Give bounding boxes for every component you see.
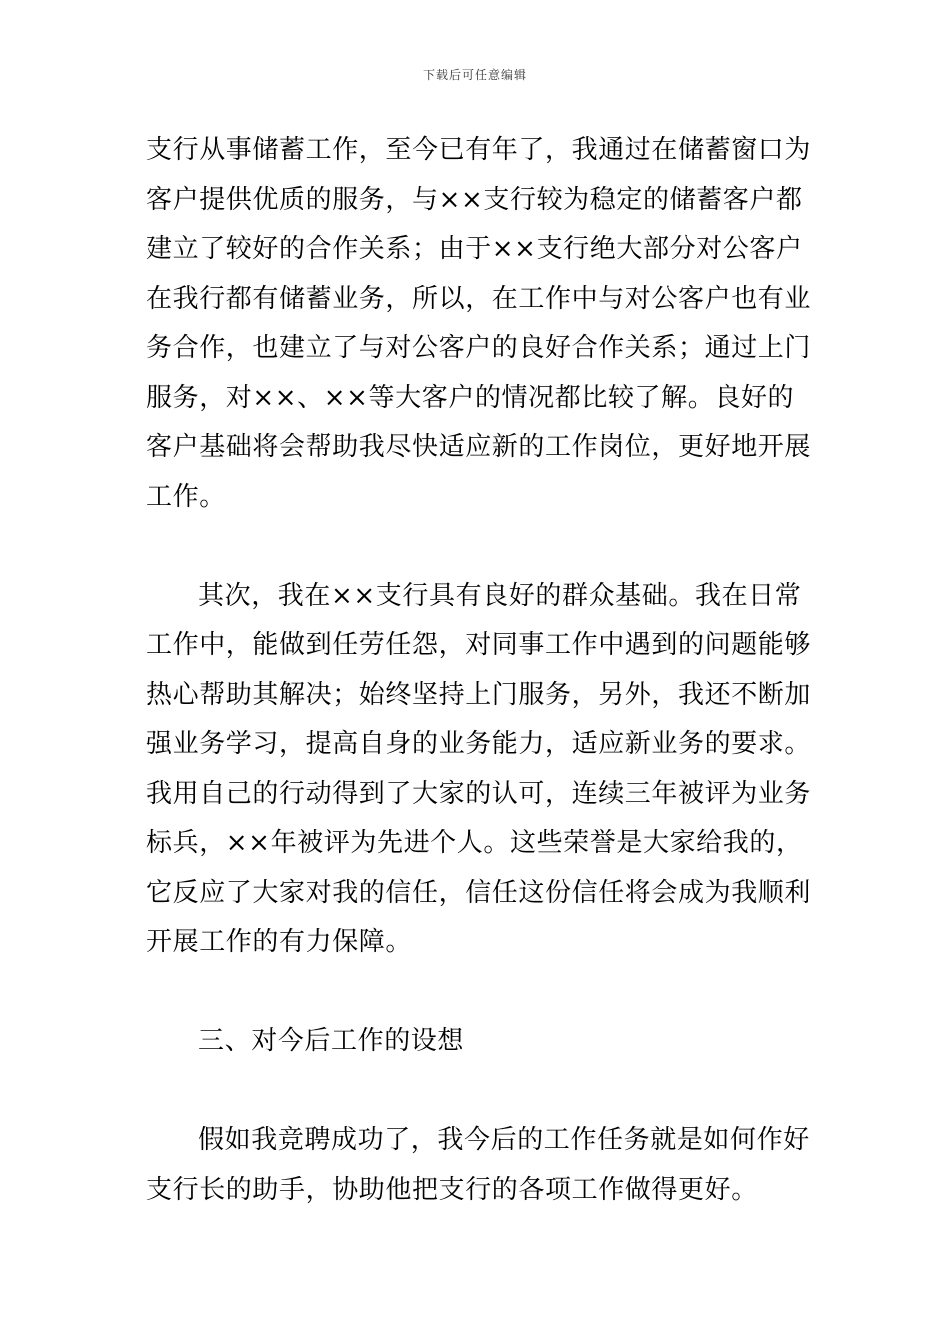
paragraph-customer-base xyxy=(146,126,812,522)
document-body xyxy=(146,126,812,1215)
text-line: 标兵，××年被评为先进个人。这些荣誉是大家给我的， xyxy=(146,828,803,858)
text-line: 支行从事储蓄工作，至今已有年了，我通过在储蓄窗口为 xyxy=(146,135,812,165)
text-line: 其次，我在××支行具有良好的群众基础。我在日常 xyxy=(198,580,802,611)
text-line: 工作中，能做到任劳任怨，对同事工作中遇到的问题能够 xyxy=(146,630,812,660)
text-line: 强业务学习，提高自身的业务能力，适应新业务的要求。 xyxy=(146,729,812,759)
text-line: 服务，对××、××等大客户的情况都比较了解。良好的 xyxy=(146,382,795,413)
text-line: 客户提供优质的服务，与××支行较为稳定的储蓄客户都 xyxy=(146,184,803,215)
text-line: 务合作，也建立了与对公客户的良好合作关系；通过上门 xyxy=(146,333,812,363)
page-header-note: 下载后可任意编辑 xyxy=(422,68,527,82)
text-line: 在我行都有储蓄业务，所以，在工作中与对公客户也有业 xyxy=(146,283,812,314)
paragraph-spacer xyxy=(146,968,806,1018)
text-line: 它反应了大家对我的信任，信任这份信任将会成为我顺利 xyxy=(146,877,812,908)
section-heading: 三、对今后工作的设想 xyxy=(198,1026,465,1056)
text-line: 我用自己的行动得到了大家的认可，连续三年被评为业务 xyxy=(146,778,812,809)
text-line: 假如我竞聘成功了，我今后的工作任务就是如何作好 xyxy=(198,1125,810,1155)
paragraph-spacer xyxy=(146,522,806,572)
text-line: 热心帮助其解决；始终坚持上门服务，另外，我还不断加 xyxy=(146,679,812,710)
text-line: 客户基础将会帮助我尽快适应新的工作岗位，更好地开展 xyxy=(146,432,812,462)
paragraph-future-plan xyxy=(146,1116,810,1215)
text-line: 开展工作的有力保障。 xyxy=(146,927,413,957)
paragraph-mass-base xyxy=(146,572,812,968)
text-line: 工作。 xyxy=(146,481,226,512)
text-line: 建立了较好的合作关系；由于××支行绝大部分对公客户 xyxy=(146,234,803,264)
paragraph-spacer xyxy=(146,1067,806,1117)
text-line: 支行长的助手，协助他把支行的各项工作做得更好。 xyxy=(146,1174,758,1205)
